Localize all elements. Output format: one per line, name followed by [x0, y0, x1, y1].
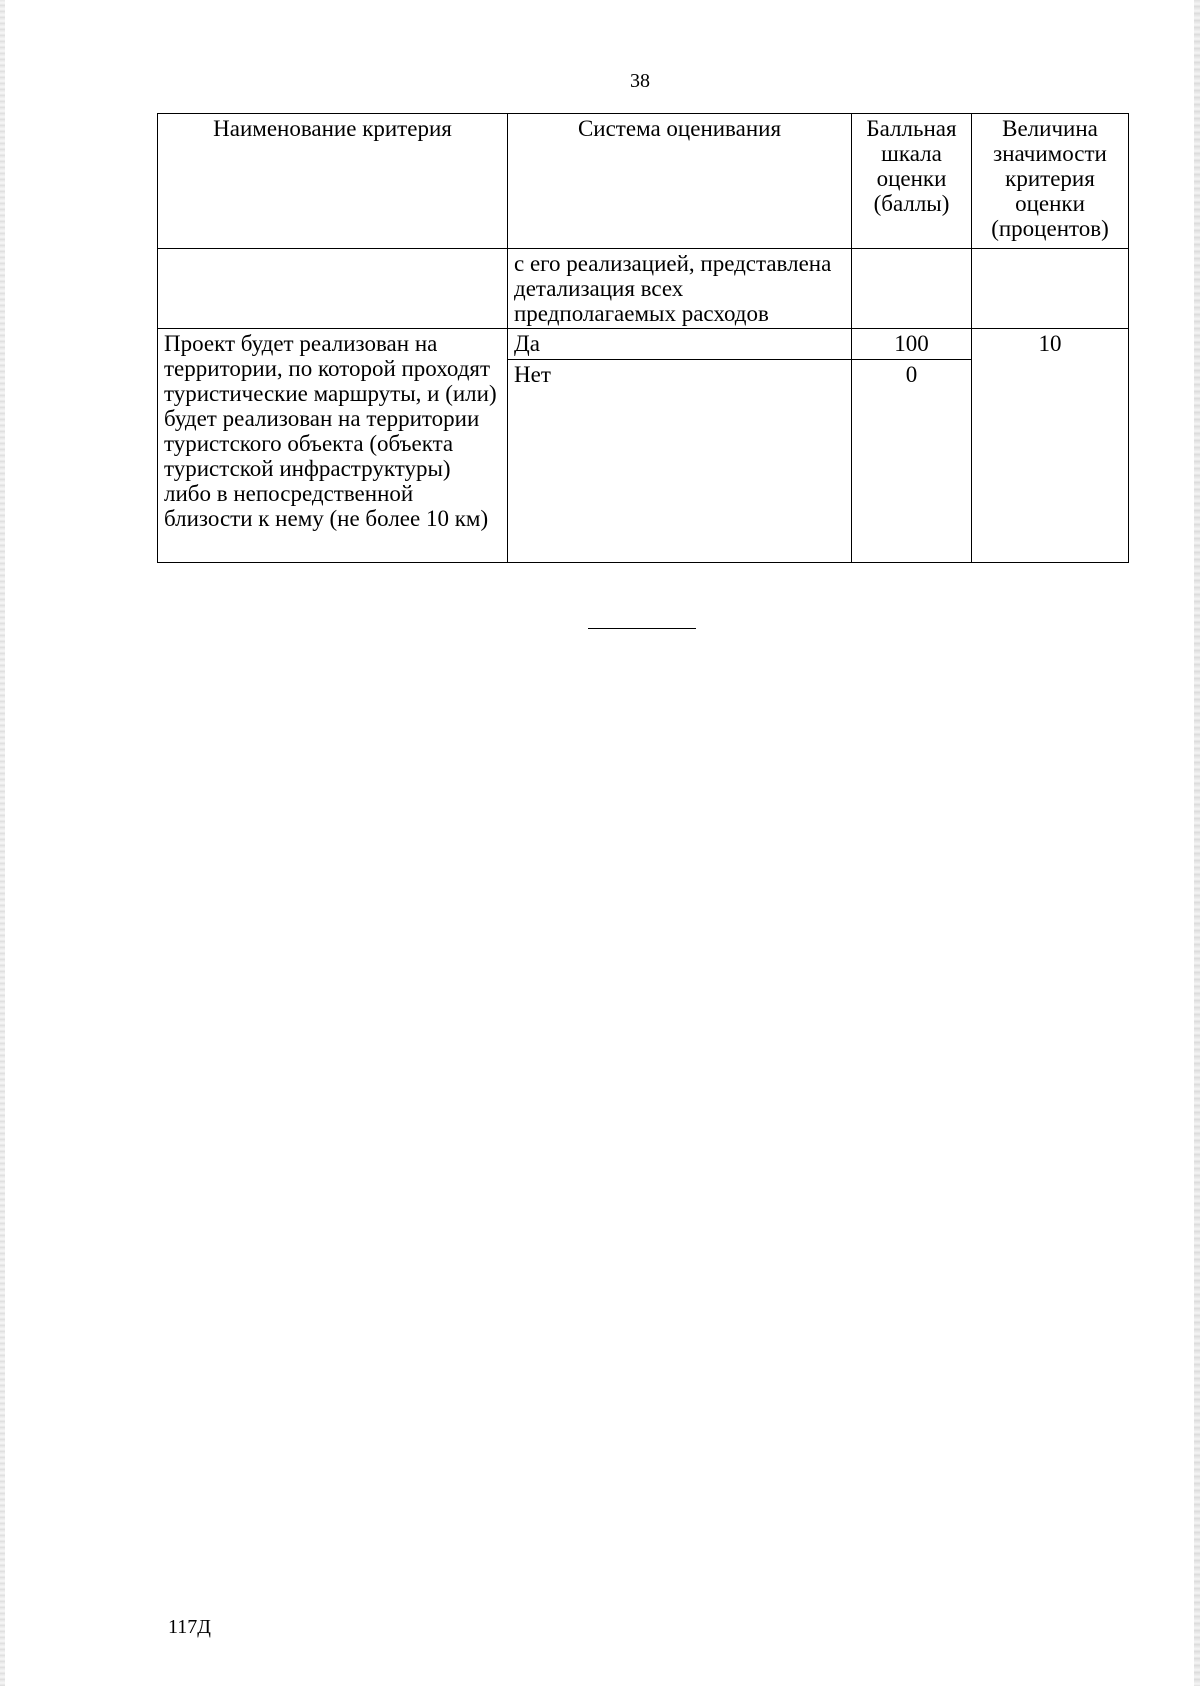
continuation-system-cell: с его реализацией, представлена детализация всех предполагаемых расходов [508, 249, 852, 329]
header-evaluation-system: Система оценивания [508, 114, 852, 249]
continuation-score-cell [852, 249, 972, 329]
scan-edge-left [0, 0, 5, 1686]
criteria-table [157, 113, 1129, 563]
table-row-continuation [158, 249, 1129, 329]
table-header-row [158, 114, 1129, 249]
option-label-yes: Да [508, 329, 852, 360]
scan-edge-right [1194, 0, 1200, 1686]
header-criterion-name: Наименование критерия [158, 114, 508, 249]
option-label-no: Нет [508, 360, 852, 563]
continuation-weight-cell [972, 249, 1129, 329]
table-row-option-yes [158, 329, 1129, 360]
page-number: 38 [630, 70, 650, 92]
document-code: 117Д [168, 1616, 211, 1638]
option-score-no: 0 [852, 360, 972, 563]
end-separator-line [588, 628, 696, 629]
header-criterion-weight: Величина значимости критерия оценки (процентов) [972, 114, 1129, 249]
criterion-weight-cell: 10 [972, 329, 1129, 563]
criterion-name-cell: Проект будет реализован на территории, по которой проходят туристические маршруты, и (или) будет реализован на территории туристского объекта (объекта туристской инфраструктуры) либо в непосредственной близости к нему (не более 10 км) [158, 329, 508, 563]
header-score-scale: Балльная шкала оценки (баллы) [852, 114, 972, 249]
option-score-yes: 100 [852, 329, 972, 360]
continuation-criterion-cell [158, 249, 508, 329]
